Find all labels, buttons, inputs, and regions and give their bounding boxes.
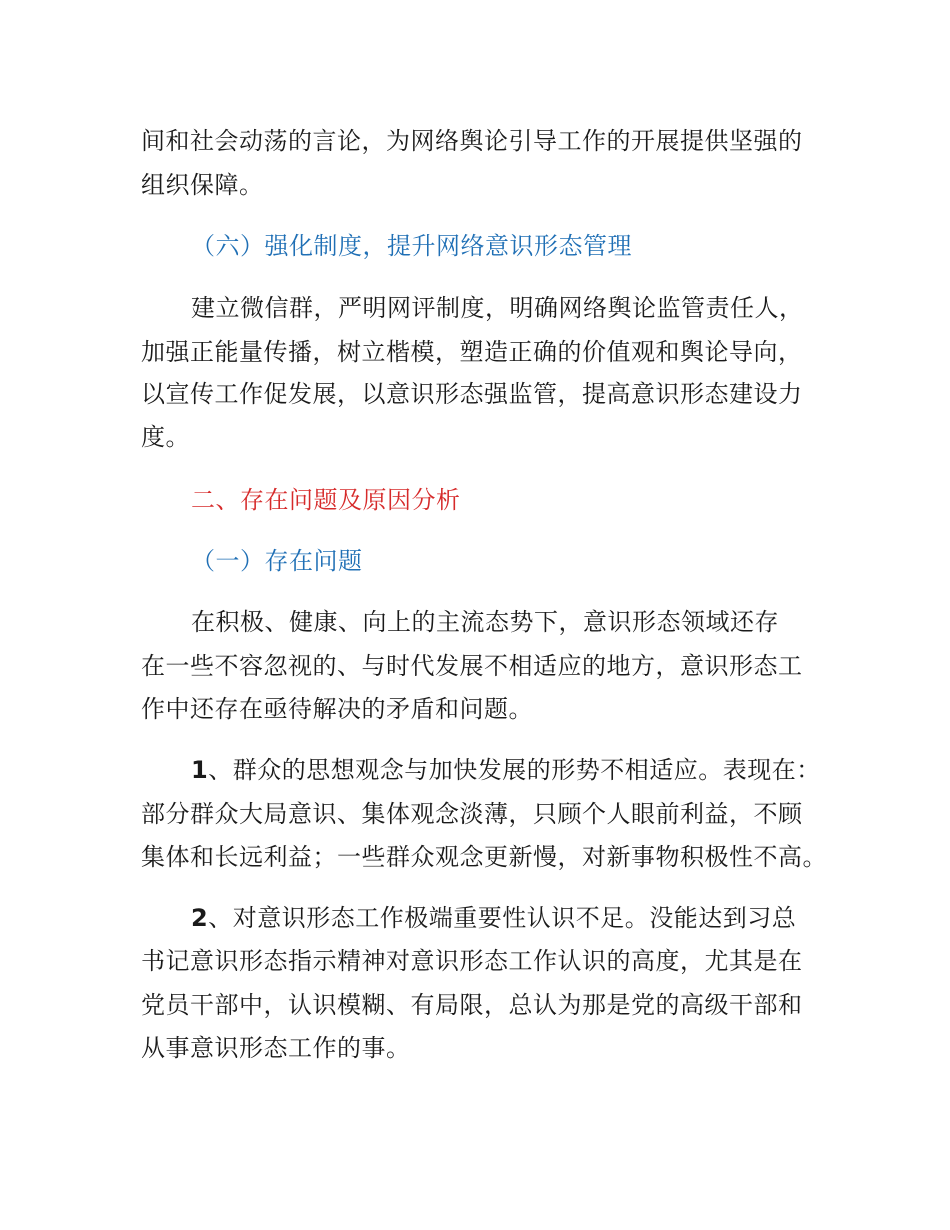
item-1-number: 1 [191, 756, 209, 784]
paragraph-3-line-3: 作中还存在亟待解决的矛盾和问题。 [141, 695, 533, 723]
item-2-line-2: 书记意识形态指示精神对意识形态工作认识的高度，尤其是在 [141, 947, 803, 975]
item-1-line-2: 部分群众大局意识、集体观念淡薄，只顾个人眼前利益，不顾 [141, 800, 803, 828]
item-1-line-3: 集体和长远利益；一些群众观念更新慢，对新事物积极性不高。 [141, 843, 827, 871]
section-two-heading: 二、存在问题及原因分析 [191, 486, 461, 514]
item-1-first-line-text: 、群众的思想观念与加快发展的形势不相适应。表现在： [208, 756, 821, 784]
item-2-first-line-text: 、对意识形态工作极端重要性认识不足。没能达到习总 [208, 904, 797, 932]
item-2-line-1 [191, 903, 796, 933]
paragraph-1-line-1: 间和社会动荡的言论，为网络舆论引导工作的开展提供坚强的 [141, 127, 803, 155]
item-1-line-1 [191, 755, 821, 785]
paragraph-1-line-2: 组织保障。 [141, 171, 264, 199]
paragraph-3-line-2: 在一些不容忽视的、与时代发展不相适应的地方，意识形态工 [141, 652, 803, 680]
paragraph-2-line-4: 度。 [141, 423, 190, 451]
subheading-six: （六）强化制度，提升网络意识形态管理 [191, 232, 632, 260]
paragraph-2-line-1: 建立微信群，严明网评制度，明确网络舆论监管责任人， [191, 294, 804, 322]
subheading-one: （一）存在问题 [191, 547, 363, 575]
item-2-number: 2 [191, 904, 209, 932]
item-2-line-4: 从事意识形态工作的事。 [141, 1034, 411, 1062]
paragraph-3-line-1: 在积极、健康、向上的主流态势下，意识形态领域还存 [191, 608, 779, 636]
paragraph-2-line-2: 加强正能量传播，树立楷模，塑造正确的价值观和舆论导向， [141, 338, 803, 366]
paragraph-2-line-3: 以宣传工作促发展，以意识形态强监管，提高意识形态建设力 [141, 380, 803, 408]
item-2-line-3: 党员干部中，认识模糊、有局限，总认为那是党的高级干部和 [141, 991, 803, 1019]
